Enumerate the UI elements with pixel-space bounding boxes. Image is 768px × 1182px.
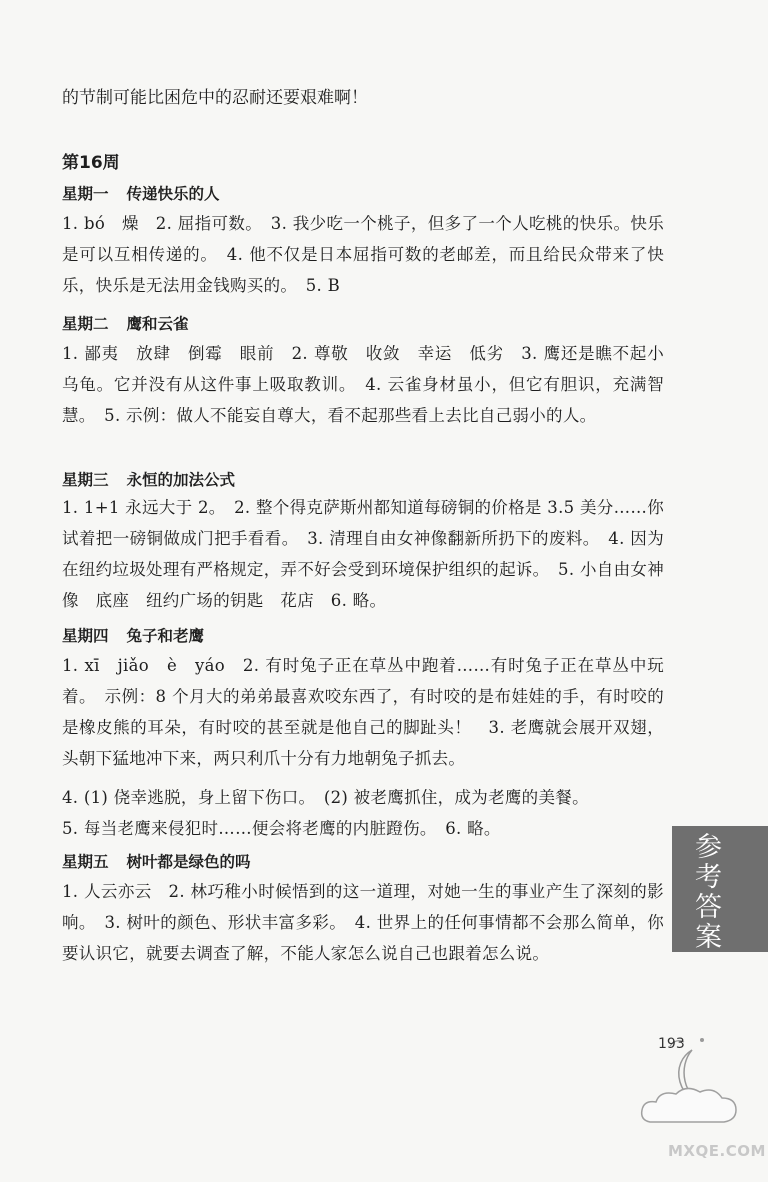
- day-header-monday: [62, 182, 220, 204]
- day-label: 星期三: [62, 471, 109, 489]
- section-tab: [672, 826, 768, 952]
- answer-monday: 1. bó 燥 2. 屈指可数。 3. 我少吃一个桃子，但多了一个人吃桃的快乐。快乐是可以互相传递的。 4. 他不仅是日本屈指可数的老邮差，而且给民众带来了快乐，快乐是无法用金钱购买的。 5. B: [62, 214, 664, 295]
- day-label: 星期四: [62, 627, 109, 645]
- article-title: 永恒的加法公式: [126, 471, 236, 489]
- day-header-tuesday: [62, 312, 189, 334]
- day-header-friday: [62, 850, 251, 872]
- week-title: 第16周: [62, 153, 120, 173]
- day-label: 星期二: [62, 315, 109, 333]
- section-tab-label: 参考答案: [690, 832, 721, 952]
- answer-thursday: 1. xī jiǎo è yáo 2. 有时兔子正在草丛中跑着……有时兔子正在草丛中玩着。 示例：8 个月大的弟弟最喜欢咬东西了，有时咬的是布娃娃的手，有时咬的是橡皮熊的耳朵，有时咬的甚至就是他自己的脚趾头！ 3. 老鹰就会展开双翅，头朝下猛地冲下来，两只利爪十分有力地朝兔子抓去。: [62, 656, 664, 768]
- day-label: 星期一: [62, 185, 109, 203]
- intro-line: 的节制可能比困危中的忍耐还要艰难啊！: [62, 88, 368, 108]
- answer-wednesday: 1. 1+1 永远大于 2。 2. 整个得克萨斯州都知道每磅铜的价格是 3.5 美分……你试着把一磅铜做成门把手看看。 3. 清理自由女神像翻新所扔下的废料。 4. 因为在纽约垃圾处理有严格规定，弄不好会受到环境保护组织的起诉。 5. 小自由女神像 底座 纽约广场的钥匙 花店 6. 略。: [62, 498, 664, 610]
- article-title: 树叶都是绿色的吗: [126, 853, 251, 871]
- answer-thursday-q4: 4. (1) 侥幸逃脱，身上留下伤口。 (2) 被老鹰抓住，成为老鹰的美餐。: [62, 788, 589, 807]
- day-label: 星期五: [62, 853, 109, 871]
- day-header-thursday: [62, 624, 204, 646]
- answer-tuesday: 1. 鄙夷 放肆 倒霉 眼前 2. 尊敬 收敛 幸运 低劣 3. 鹰还是瞧不起小乌龟。它并没有从这件事上吸取教训。 4. 云雀身材虽小，但它有胆识，充满智慧。 5. 示例：做人不能妄自尊大，看不起那些看上去比自己弱小的人。: [62, 344, 664, 425]
- watermark: MXQE.COM: [668, 1142, 766, 1160]
- page-number: 193: [658, 1036, 685, 1052]
- article-title: 传递快乐的人: [126, 185, 220, 203]
- article-title: 兔子和老鹰: [126, 627, 205, 645]
- article-title: 鹰和云雀: [126, 315, 189, 333]
- answer-friday: 1. 人云亦云 2. 林巧稚小时候悟到的这一道理，对她一生的事业产生了深刻的影响。 3. 树叶的颜色、形状丰富多彩。 4. 世界上的任何事情都不会那么简单，你要认识它，就要去调查了解，不能人家怎么说自己也跟着怎么说。: [62, 882, 664, 963]
- answer-thursday-q5: 5. 每当老鹰来侵犯时……便会将老鹰的内脏蹬伤。 6. 略。: [62, 819, 501, 838]
- day-header-wednesday: [62, 468, 235, 490]
